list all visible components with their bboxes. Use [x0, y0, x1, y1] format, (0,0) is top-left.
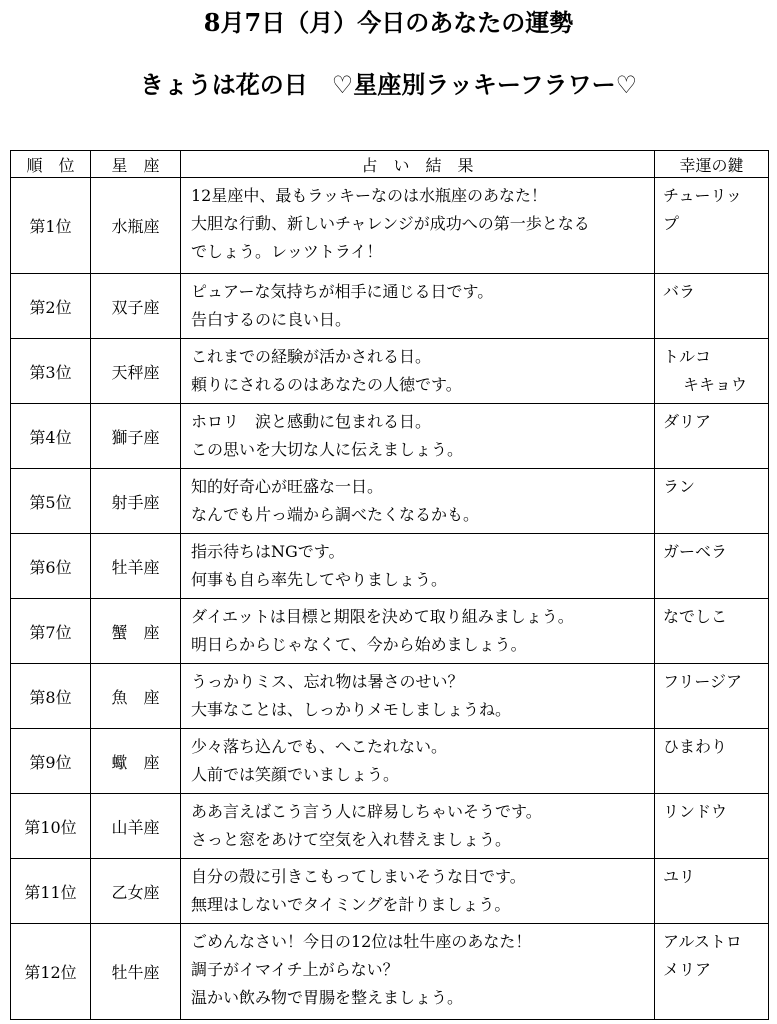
result-cell	[181, 794, 655, 859]
result-line: 12星座中、最もラッキーなのは水瓶座のあなた！	[191, 186, 548, 205]
sign-cell: 天秤座	[91, 339, 181, 404]
rank-cell: 第1位	[11, 178, 91, 274]
lucky-flower: バラ	[663, 282, 696, 301]
sign-cell: 牡羊座	[91, 534, 181, 599]
lucky-flower-cell	[655, 274, 769, 339]
sign-cell: 蟹 座	[91, 599, 181, 664]
result-line: ピュアーな気持ちが相手に通じる日です。	[191, 282, 494, 301]
page-title: 8月7日（月）今日のあなたの運勢	[203, 8, 574, 37]
result-cell	[181, 729, 655, 794]
sign-cell: 山羊座	[91, 794, 181, 859]
lucky-flower: メリア	[663, 960, 712, 979]
result-cell	[181, 924, 655, 1020]
result-line: ダイエットは目標と期限を決めて取り組みましょう。	[191, 607, 574, 626]
header-sign: 星 座	[91, 151, 181, 178]
result-line: この思いを大切な人に伝えましょう。	[191, 440, 464, 459]
sign-cell: 蠍 座	[91, 729, 181, 794]
result-line: ごめんなさい！今日の12位は牡牛座のあなた！	[191, 932, 532, 951]
result-line: ホロリ 涙と感動に包まれる日。	[191, 412, 432, 431]
table-row	[11, 469, 769, 534]
table-row	[11, 404, 769, 469]
result-line: 指示待ちはNGです。	[191, 542, 345, 561]
lucky-flower: アルストロ	[663, 932, 742, 951]
result-line: 大胆な行動、新しいチャレンジが成功への第一歩となる	[191, 214, 590, 233]
rank-cell: 第2位	[11, 274, 91, 339]
lucky-flower-cell	[655, 664, 769, 729]
result-cell	[181, 469, 655, 534]
result-line: でしょう。レッツトライ！	[191, 242, 383, 261]
rank-cell: 第8位	[11, 664, 91, 729]
result-cell	[181, 599, 655, 664]
result-line: なんでも片っ端から調べたくなるかも。	[191, 505, 480, 524]
table-row	[11, 534, 769, 599]
header-lucky-key: 幸運の鍵	[655, 151, 769, 178]
result-cell	[181, 339, 655, 404]
table-row	[11, 859, 769, 924]
lucky-flower: トルコ	[663, 347, 712, 366]
result-line: 自分の殻に引きこもってしまいそうな日です。	[191, 867, 526, 886]
sign-cell: 双子座	[91, 274, 181, 339]
rank-cell: 第11位	[11, 859, 91, 924]
lucky-flower-cell	[655, 534, 769, 599]
header-result: 占 い 結 果	[181, 151, 655, 178]
result-line: ああ言えばこう言う人に辟易しちゃいそうです。	[191, 802, 542, 821]
lucky-flower: ラン	[663, 477, 696, 496]
sign-cell: 水瓶座	[91, 178, 181, 274]
sign-cell: 射手座	[91, 469, 181, 534]
table-row	[11, 339, 769, 404]
table-row	[11, 924, 769, 1020]
lucky-flower: キキョウ	[683, 375, 748, 394]
lucky-flower: フリージア	[663, 672, 743, 691]
rank-cell: 第4位	[11, 404, 91, 469]
header-rank: 順 位	[11, 151, 91, 178]
lucky-flower-cell	[655, 339, 769, 404]
sign-cell: 牡牛座	[91, 924, 181, 1020]
rank-cell: 第7位	[11, 599, 91, 664]
result-line: 少々落ち込んでも、へこたれない。	[191, 737, 448, 756]
table-row	[11, 664, 769, 729]
lucky-flower: リンドウ	[663, 802, 728, 821]
rank-cell: 第3位	[11, 339, 91, 404]
result-line: さっと窓をあけて空気を入れ替えましょう。	[191, 830, 512, 849]
result-line: これまでの経験が活かされる日。	[191, 347, 432, 366]
lucky-flower: チューリッ	[663, 186, 742, 205]
page-subtitle: きょうは花の日 ♡星座別ラッキーフラワー♡	[139, 70, 638, 99]
table-row	[11, 274, 769, 339]
lucky-flower-cell	[655, 469, 769, 534]
table-row	[11, 794, 769, 859]
result-cell	[181, 859, 655, 924]
lucky-flower-cell	[655, 794, 769, 859]
lucky-flower-cell	[655, 924, 769, 1020]
rank-cell: 第6位	[11, 534, 91, 599]
lucky-flower: プ	[663, 214, 680, 233]
sign-cell: 魚 座	[91, 664, 181, 729]
result-cell	[181, 178, 655, 274]
rank-cell: 第10位	[11, 794, 91, 859]
lucky-flower-cell	[655, 859, 769, 924]
lucky-flower-cell	[655, 404, 769, 469]
lucky-flower: なでしこ	[663, 607, 728, 626]
lucky-flower: ダリア	[663, 412, 712, 431]
lucky-flower: ガーベラ	[663, 542, 728, 561]
result-cell	[181, 664, 655, 729]
result-line: 告白するのに良い日。	[191, 310, 352, 329]
result-line: 人前では笑顔でいましょう。	[191, 765, 400, 784]
table-row	[11, 729, 769, 794]
fortune-table	[10, 150, 769, 1020]
table-row	[11, 599, 769, 664]
result-line: 無理はしないでタイミングを計りましょう。	[191, 895, 511, 914]
result-line: 知的好奇心が旺盛な一日。	[191, 477, 384, 496]
result-cell	[181, 274, 655, 339]
result-line: 温かい飲み物で胃腸を整えましょう。	[191, 988, 464, 1007]
result-line: 大事なことは、しっかりメモしましょうね。	[191, 700, 512, 719]
lucky-flower-cell	[655, 178, 769, 274]
result-line: うっかりミス、忘れ物は暑さのせい？	[191, 672, 464, 691]
table-header-row	[11, 151, 769, 178]
result-line: 明日らからじゃなくて、今から始めましょう。	[191, 635, 527, 654]
lucky-flower: ひまわり	[663, 737, 728, 756]
result-cell	[181, 404, 655, 469]
rank-cell: 第9位	[11, 729, 91, 794]
rank-cell: 第12位	[11, 924, 91, 1020]
lucky-flower-cell	[655, 729, 769, 794]
rank-cell: 第5位	[11, 469, 91, 534]
sign-cell: 獅子座	[91, 404, 181, 469]
result-line: 頼りにされるのはあなたの人徳です。	[191, 375, 462, 394]
lucky-flower-cell	[655, 599, 769, 664]
sign-cell: 乙女座	[91, 859, 181, 924]
table-row	[11, 178, 769, 274]
result-line: 調子がイマイチ上がらない？	[191, 960, 399, 979]
result-line: 何事も自ら率先してやりましょう。	[191, 570, 448, 589]
result-cell	[181, 534, 655, 599]
lucky-flower: ユリ	[663, 867, 696, 886]
